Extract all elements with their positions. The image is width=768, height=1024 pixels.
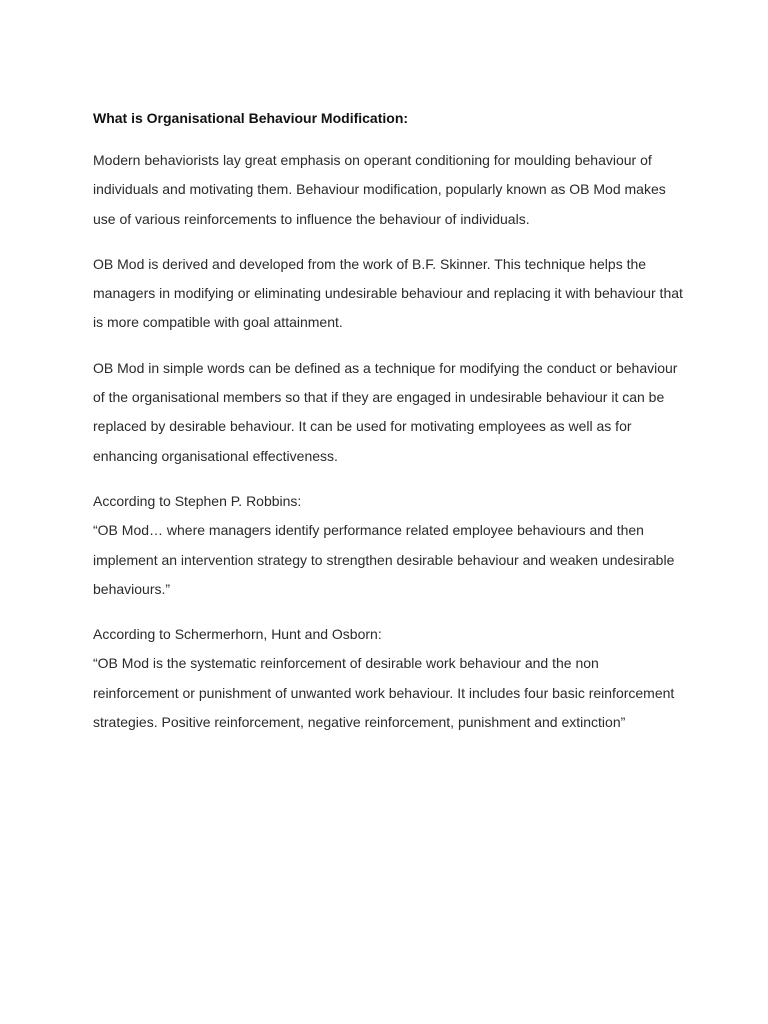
paragraph-intro: Modern behaviorists lay great emphasis on operant conditioning for moulding behaviour of individuals and motivating them. Behaviour modification, popularly known as OB Mod makes use of various reinforcements to influence the behaviour of individuals. xyxy=(93,152,666,227)
quote-text: “OB Mod is the systematic reinforcement of desirable work behaviour and the non reinforcement or punishment of unwanted work behaviour. It includes four basic reinforcement strategies. Positive reinforcement, negative reinforcement, punishment and extinction” xyxy=(93,655,675,731)
paragraph-origin: OB Mod is derived and developed from the work of B.F. Skinner. This technique helps the managers in modifying or eliminating undesirable behaviour and replacing it with behaviour that is more compatible with goal attainment. xyxy=(93,255,683,331)
quote-robbins xyxy=(93,487,683,604)
quote-text: “OB Mod… where managers identify performance related employee behaviours and then implement an intervention strategy to strengthen desirable behaviour and weaken undesirable behaviours.” xyxy=(93,522,675,597)
paragraph-definition: OB Mod in simple words can be defined as a technique for modifying the conduct or behaviour of the organisational members so that if they are engaged in undesirable behaviour it can be replaced by desirable behaviour. It can be used for motivating employees as well as for enhancing organisational effectiveness. xyxy=(93,359,678,464)
document-title: What is Organisational Behaviour Modification: xyxy=(93,110,409,126)
document-page xyxy=(93,104,683,753)
quote-schermerhorn xyxy=(93,620,683,737)
quote-attribution: According to Schermerhorn, Hunt and Osborn: xyxy=(93,626,382,643)
quote-attribution: According to Stephen P. Robbins: xyxy=(93,492,302,509)
